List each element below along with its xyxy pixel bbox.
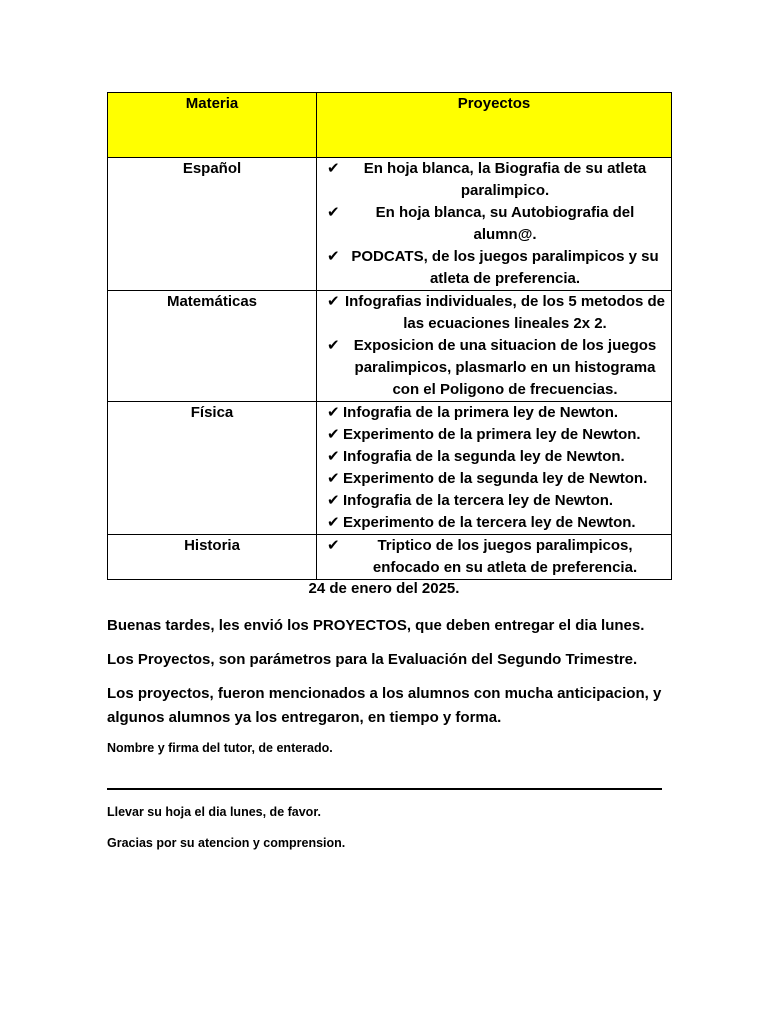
evaluation-paragraph: Los Proyectos, son parámetros para la Evaluación del Segundo Trimestre. xyxy=(107,651,638,668)
check-icon: ✔ xyxy=(327,337,340,354)
project-item: ✔ Experimento de la segunda ley de Newton. xyxy=(321,468,667,490)
table-row xyxy=(108,158,672,291)
thanks-note: Gracias por su atencion y comprension. xyxy=(107,836,346,850)
header-projects: Proyectos xyxy=(317,93,672,158)
check-icon: ✔ xyxy=(327,537,340,554)
check-icon: ✔ xyxy=(327,160,340,177)
project-item: ✔ Infografia de la segunda ley de Newton. xyxy=(321,446,667,468)
check-icon: ✔ xyxy=(327,404,340,421)
greeting-paragraph: Buenas tardes, les envió los PROYECTOS, que deben entregar el dia lunes. xyxy=(107,617,645,634)
signature-label: Nombre y firma del tutor, de enterado. xyxy=(107,741,333,755)
table-row xyxy=(108,291,672,402)
check-icon: ✔ xyxy=(327,204,340,221)
check-icon: ✔ xyxy=(327,293,340,310)
projects-cell xyxy=(317,158,672,291)
anticipation-paragraph: Los proyectos, fueron mencionados a los alumnos con mucha anticipacion, y algunos alumnos ya los entregaron, en tiempo y forma. xyxy=(107,685,662,726)
check-icon: ✔ xyxy=(327,492,340,509)
subject-cell: Matemáticas xyxy=(108,291,317,402)
document-date: 24 de enero del 2025. xyxy=(308,580,460,597)
check-icon: ✔ xyxy=(327,448,340,465)
project-item: ✔ Infografia de la primera ley de Newton. xyxy=(321,402,667,424)
project-item: ✔ Infografias individuales, de los 5 metodos de las ecuaciones lineales 2x 2. xyxy=(327,293,666,332)
check-icon: ✔ xyxy=(327,248,340,265)
table-header-row xyxy=(108,93,672,158)
reminder-note: Llevar su hoja el dia lunes, de favor. xyxy=(107,805,321,819)
project-item: ✔ Experimento de la primera ley de Newton. xyxy=(321,424,667,446)
project-item: ✔ PODCATS, de los juegos paralimpicos y su atleta de preferencia. xyxy=(327,248,659,287)
subject-cell: Español xyxy=(108,158,317,291)
project-item: ✔ Experimento de la tercera ley de Newton. xyxy=(321,512,667,534)
project-item: ✔ Infografia de la tercera ley de Newton. xyxy=(321,490,667,512)
signature-line xyxy=(107,788,662,790)
subject-cell: Historia xyxy=(108,535,317,580)
check-icon: ✔ xyxy=(327,514,340,531)
project-item: ✔ Exposicion de una situacion de los juegos paralimpicos, plasmarlo en un histograma con el Poligono de frecuencias. xyxy=(327,337,657,398)
table-row xyxy=(108,402,672,535)
subject-cell: Física xyxy=(108,402,317,535)
projects-table xyxy=(107,92,672,580)
project-item: ✔ En hoja blanca, la Biografia de su atleta paralimpico. xyxy=(327,160,647,199)
check-icon: ✔ xyxy=(327,426,340,443)
check-icon: ✔ xyxy=(327,470,340,487)
project-item: ✔ En hoja blanca, su Autobiografia del alumn@. xyxy=(327,204,635,243)
projects-cell xyxy=(317,535,672,580)
projects-cell xyxy=(317,291,672,402)
header-subject: Materia xyxy=(108,93,317,158)
projects-cell xyxy=(317,402,672,535)
table-row xyxy=(108,535,672,580)
project-item: ✔ Triptico de los juegos paralimpicos, enfocado en su atleta de preferencia. xyxy=(327,537,638,576)
